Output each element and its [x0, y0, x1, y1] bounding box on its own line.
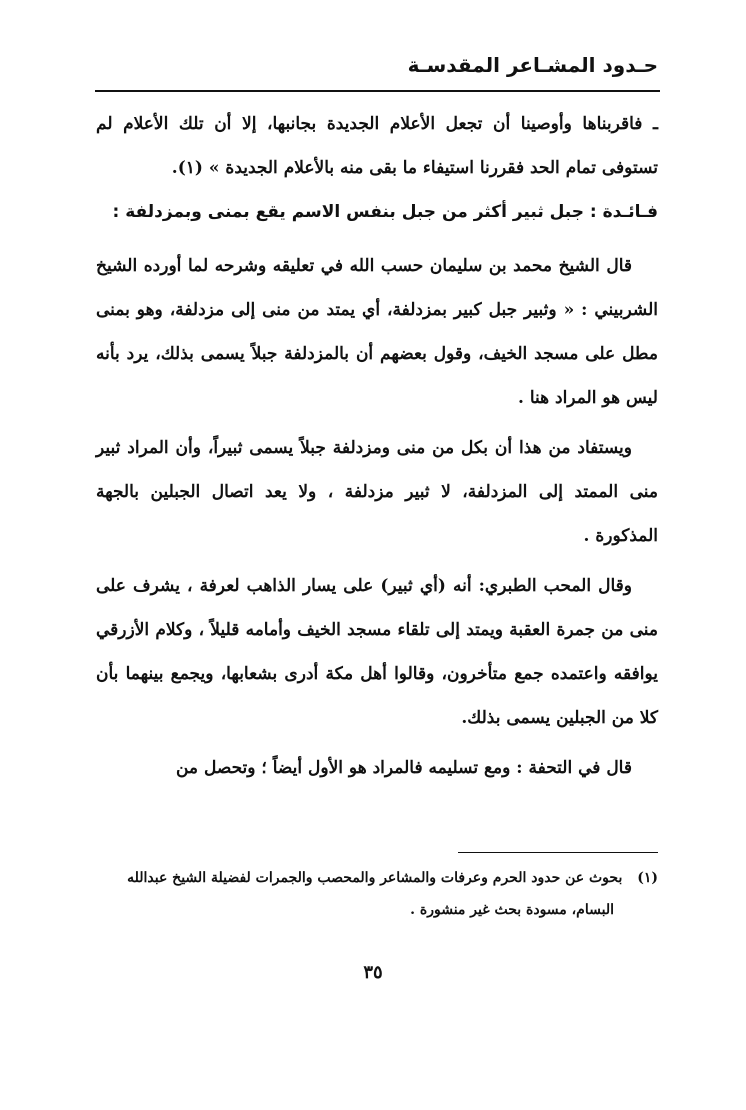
running-header: حـدود المشـاعر المقدسـة: [407, 53, 658, 77]
footnote-marker: (١): [637, 870, 658, 886]
benefit-heading: فـائـدة : جبل ثبير أكثر من جبل بنفس الاسم يقع بمنى وبمزدلفة :: [112, 202, 658, 222]
paragraph-sheikh-hasaballah: قال الشيخ محمد بن سليمان حسب الله في تعليقه وشرحه لما أورده الشيخ الشربيني : « وثبير جبل كبير بمزدلفة، أي يمتد من منى إلى مزدلفة، وهو بمنى مطل على مسجد الخيف، وقول بعضهم أن بالمزدلفة جبلاً يسمى بذلك، يرد بأنه ليس هو المراد هنا .: [96, 256, 658, 408]
footnote-1: [96, 862, 658, 926]
paragraph-conclusion: ويستفاد من هذا أن بكل من منى ومزدلفة جبلاً يسمى ثبيراً، وأن المراد ثبير منى الممتد إلى المزدلفة، لا ثبير مزدلفة ، ولا يعد اتصال الجبلين بالجهة المذكورة .: [96, 438, 658, 546]
page-number: ٣٥: [363, 962, 383, 983]
footnote-text-line1: بحوث عن حدود الحرم وعرفات والمشاعر والمحصب والجمرات لفضيلة الشيخ عبدالله: [127, 870, 623, 886]
footnote-text-line2: البسام، مسودة بحث غير منشورة .: [410, 902, 614, 918]
footnote-divider: [458, 852, 658, 853]
paragraph-continued: ـ فاقربناها وأوصينا أن تجعل الأعلام الجديدة بجانبها، إلا أن تلك الأعلام لم تستوفى تمام الحد فقررنا استيفاء ما بقى منه بالأعلام الجديدة » (١).: [96, 114, 658, 178]
header-divider: [95, 90, 660, 92]
paragraph-tabari: وقال المحب الطبري: أنه (أي ثبير) على يسار الذاهب لعرفة ، يشرف على منى من جمرة العقبة ويمتد إلى تلقاء مسجد الخيف وأمامه قليلاً ، وكلام الأزرقي يوافقه واعتمده جمع متأخرون، وقالوا أهل مكة أدرى بشعابها، ويجمع بينهما بأن كلا من الجبلين يسمى بذلك.: [96, 576, 658, 728]
body-text: [96, 102, 658, 790]
paragraph-tuhfa: قال في التحفة : ومع تسليمه فالمراد هو الأول أيضاً ؛ وتحصل من: [175, 758, 632, 778]
footnotes: [96, 862, 658, 926]
